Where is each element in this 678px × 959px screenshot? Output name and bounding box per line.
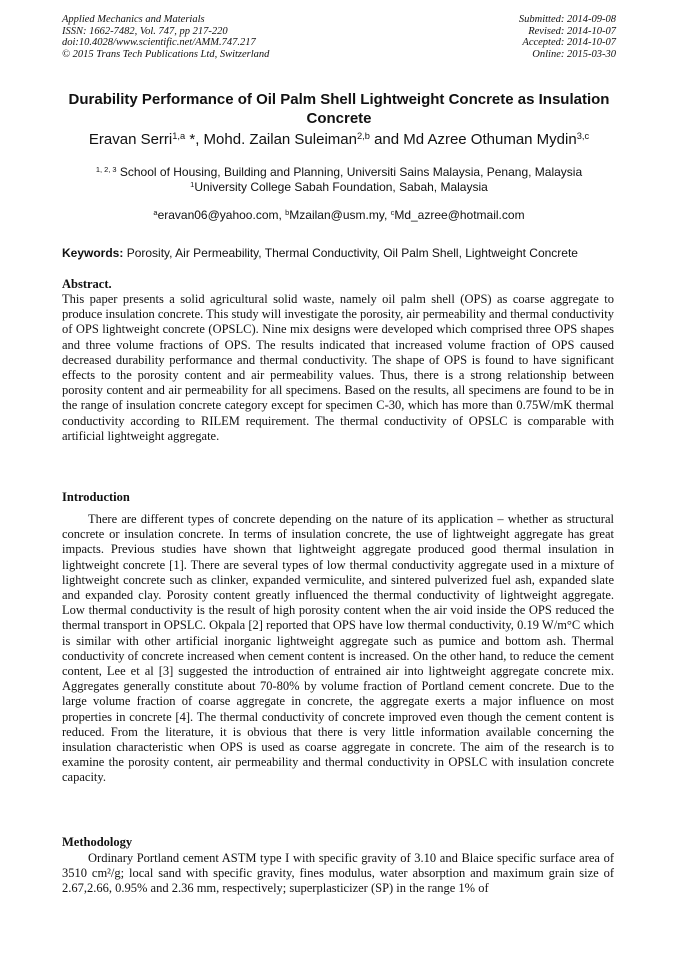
keywords — [62, 246, 618, 261]
paper-title: Durability Performance of Oil Palm Shell Lightweight Concrete as Insulation Concrete — [68, 91, 610, 127]
submission-dates — [356, 14, 616, 60]
abstract-text: This paper presents a solid agricultural solid waste, namely oil palm shell (OPS) as coarse aggregate to produce insulation concrete. This study will investigate the porosity, air permeability and thermal conductivity of OPS lightweight concrete (OPSLC). Nine mix designs were developed which comprised three OPS shapes and three volume fractions of OPS. The results indicated that increased volume fraction of OPS caused decreased durability performance and thermal conductivity. The shape of OPS is found to have significant effects to the porosity content and air permeability values. Thus, there is a strong relationship between porosity content and air permeability for all specimens. Based on the results, all specimens are found to be in the range of insulation concrete category except for specimen C-30, which has more than 0.75W/mK thermal conductivity according to RILEM requirement. The thermal conductivity of OPSLC is comparable with artificial lightweight aggregate. — [62, 292, 614, 443]
email-2: Mzailan@usm.my, — [289, 208, 391, 222]
author-2: Mohd. Zailan Suleiman — [203, 131, 357, 148]
keywords-label: Keywords: — [62, 246, 124, 260]
journal-name: Applied Mechanics and Materials — [62, 14, 205, 25]
author-1-affil: 1,a — [172, 130, 186, 141]
author-emails — [30, 208, 648, 223]
corresponding-mark: *, — [185, 131, 204, 148]
journal-doi: doi:10.4028/www.scientific.net/AMM.747.217 — [62, 37, 256, 48]
methodology-heading: Methodology — [62, 835, 133, 849]
revised-date: Revised: 2014-10-07 — [528, 25, 616, 37]
affiliation-2-text: University College Sabah Foundation, Sabah, Malaysia — [194, 180, 488, 194]
journal-copyright: © 2015 Trans Tech Publications Ltd, Switzerland — [62, 48, 270, 60]
accepted-date: Accepted: 2014-10-07 — [522, 37, 616, 48]
author-3: Md Azree Othuman Mydin — [403, 131, 577, 148]
introduction-heading: Introduction — [62, 490, 130, 504]
email-1-marker: a — [153, 207, 158, 217]
online-date: Online: 2015-03-30 — [532, 48, 616, 60]
author-connector: and — [369, 131, 404, 148]
abstract-heading: Abstract. — [62, 277, 112, 291]
email-2-marker: b — [285, 207, 290, 217]
affiliation-1-text: School of Housing, Building and Planning, Universiti Sains Malaysia, Penang, Malaysia — [116, 165, 583, 179]
affiliation-2 — [30, 180, 648, 195]
journal-info — [62, 14, 362, 60]
affiliation-2-marker: 1 — [190, 179, 195, 189]
affiliation-1 — [30, 165, 648, 180]
author-3-affil: 3,c — [576, 130, 590, 141]
author-1: Eravan Serri — [88, 131, 173, 148]
author-2-affil: 2,b — [356, 130, 370, 141]
journal-issn: ISSN: 1662-7482, Vol. 747, pp 217-220 — [62, 25, 228, 37]
introduction-text: There are different types of concrete depending on the nature of its application – whether as structural concrete or insulation concrete. In terms of insulation concrete, the use of lightweight aggregate has great impacts. Previous studies have shown that lightweight aggregate produced good thermal insulation in lightweight concrete [1]. There are several types of low thermal conductivity aggregate used in a mixture of lightweight concrete such as clinker, expanded vermiculite, and sintered pulverized fuel ash, expanded slate and expanded clay. Porosity content greatly influenced the thermal conductivity of lightweight aggregate. Low thermal conductivity is the result of high porosity content when the air void inside the OPS reduced the thermal transport in OPSLC. Okpala [2] reported that OPS have low thermal conductivity, 0.19 W/m°C which is similar with other artificial inorganic lightweight aggregate such as pumice and bottom ash. Thermal conductivity of concrete increased when cement content is increased. On the other hand, to reduce the cement content, Lee et al [3] suggested the introduction of entrained air into lightweight aggregate concrete mix. Aggregates generally constitute about 70-80% by volume fraction of Portland cement concrete. Due to the large volume fraction of coarse aggregate in concrete, the aggregate exerts a major influence on most properties in concrete [4]. The thermal conductivity of concrete improved even though the cement content is reduced. From the literature, it is obvious that there is very little information available concerning the insulation characteristic when OPS is used as coarse aggregate in concrete. The aim of the research is to examine the porosity content, air permeability and thermal conductivity in OPSLC with insulation concrete capacity. — [62, 512, 614, 785]
email-3: Md_azree@hotmail.com — [394, 208, 525, 222]
author-list — [30, 130, 648, 149]
keywords-list: Porosity, Air Permeability, Thermal Conductivity, Oil Palm Shell, Lightweight Concrete — [123, 246, 578, 260]
email-1: eravan06@yahoo.com, — [157, 208, 286, 222]
submitted-date: Submitted: 2014-09-08 — [518, 14, 616, 25]
affiliation-1-marker: 1, 2, 3 — [95, 164, 117, 174]
methodology-text: Ordinary Portland cement ASTM type I with specific gravity of 3.10 and Blaice specific surface area of 3510 cm²/g; local sand with specific gravity, fines modulus, water absorption and maximum grain size of 2.67,2.66, 0.95% and 2.36 mm, respectively; superplasticizer (SP) in the range 1% of — [62, 851, 614, 896]
email-3-marker: c — [390, 207, 395, 217]
